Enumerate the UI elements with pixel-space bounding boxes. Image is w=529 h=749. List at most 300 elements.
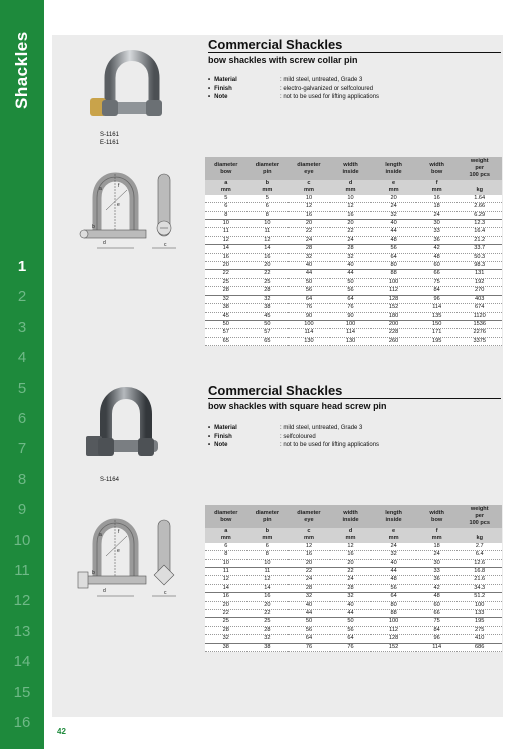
table-cell: 66 (416, 270, 458, 278)
column-letter: b (247, 528, 289, 535)
column-unit: mm (205, 187, 247, 194)
table-cell: 131 (457, 270, 502, 278)
table-cell: 6.4 (457, 551, 502, 559)
table-cell: 100 (371, 618, 416, 626)
column-unit: kg (457, 535, 502, 542)
table-cell: 130 (330, 337, 372, 345)
table-cell: 50 (330, 618, 372, 626)
table-row (205, 610, 502, 618)
sidebar-chapter-number[interactable]: 12 (13, 592, 31, 610)
shackle-photo-screw-collar (82, 38, 162, 126)
table-cell: 152 (371, 304, 416, 312)
shackle-diagram-2 (72, 508, 202, 608)
table-unit-row (205, 535, 502, 542)
table-cell: 75 (416, 278, 458, 286)
table-cell: 33 (416, 228, 458, 236)
section-subtitle-2: bow shackles with square head screw pin (208, 401, 387, 411)
table-cell: 20 (330, 559, 372, 567)
column-letter: b (247, 180, 289, 187)
product-code: S-1164 (100, 477, 119, 483)
table-cell: 14 (247, 245, 289, 253)
table-cell: 33 (416, 568, 458, 576)
table-cell: 88 (371, 610, 416, 618)
table-row (205, 635, 502, 643)
diagram-label: c (164, 242, 167, 248)
table-cell: 40 (330, 601, 372, 609)
table-letter-row (205, 528, 502, 535)
table-cell: 200 (371, 320, 416, 328)
product-codes-1 (100, 131, 119, 147)
column-letter: d (330, 180, 372, 187)
table-cell: 18 (416, 543, 458, 551)
column-unit: mm (330, 187, 372, 194)
table-cell: 14 (205, 245, 247, 253)
table-cell: 64 (371, 253, 416, 261)
column-unit: mm (416, 187, 458, 194)
table-cell: 150 (416, 320, 458, 328)
table-cell: 32 (205, 295, 247, 303)
table-cell: 38 (247, 304, 289, 312)
column-header: diameter pin (247, 505, 289, 528)
column-letter: e (371, 180, 416, 187)
table-row (205, 211, 502, 219)
diagram-label: f (118, 183, 120, 189)
column-letter (457, 180, 502, 187)
diagram-label: d (103, 240, 106, 246)
table-cell: 32 (205, 635, 247, 643)
table-row (205, 312, 502, 320)
table-row (205, 329, 502, 337)
table-cell: 50 (247, 320, 289, 328)
column-header: weight per 100 pcs (457, 157, 502, 180)
table-cell: 40 (288, 262, 330, 270)
column-letter: c (288, 180, 330, 187)
table-cell: 32 (247, 635, 289, 643)
table-cell: 28 (205, 287, 247, 295)
table-row (205, 270, 502, 278)
table-cell: 50 (288, 278, 330, 286)
table-cell: 44 (371, 228, 416, 236)
sidebar-chapter-number[interactable]: 16 (13, 714, 31, 731)
table-cell: 64 (371, 593, 416, 601)
table-cell: 12 (288, 543, 330, 551)
table-row (205, 320, 502, 328)
table-cell: 40 (371, 220, 416, 228)
sidebar-chapter-number[interactable]: 13 (13, 622, 31, 640)
shackle-diagram-1 (72, 160, 202, 260)
table-cell: 32 (330, 253, 372, 261)
table-cell: 2276 (457, 329, 502, 337)
table-cell: 100 (330, 320, 372, 328)
table-cell: 24 (288, 576, 330, 584)
table-cell: 76 (330, 304, 372, 312)
table-cell: 12 (330, 543, 372, 551)
table-cell: 2.66 (457, 203, 502, 211)
table-cell: 128 (371, 635, 416, 643)
diagram-label: b (92, 224, 95, 230)
table-cell: 20 (205, 262, 247, 270)
table-cell: 64 (330, 295, 372, 303)
spec-table-2 (205, 505, 502, 652)
table-cell: 56 (330, 626, 372, 634)
table-cell: 38 (205, 304, 247, 312)
sidebar-chapter-number[interactable]: 3 (17, 318, 27, 336)
table-cell: 28 (288, 584, 330, 592)
column-header: diameter eye (288, 505, 330, 528)
page-number: 42 (57, 727, 66, 736)
table-cell: 114 (288, 329, 330, 337)
table-cell: 42 (416, 245, 458, 253)
table-cell: 12.6 (457, 559, 502, 567)
column-header: width inside (330, 505, 372, 528)
table-cell: 90 (330, 312, 372, 320)
table-cell: 44 (288, 610, 330, 618)
table-cell: 30 (416, 559, 458, 567)
table-row (205, 304, 502, 312)
table-cell: 12 (205, 576, 247, 584)
table-cell: 112 (371, 287, 416, 295)
column-header: diameter eye (288, 157, 330, 180)
table-cell: 80 (371, 262, 416, 270)
table-row (205, 195, 502, 203)
table-row (205, 287, 502, 295)
table-cell: 192 (457, 278, 502, 286)
table-row (205, 278, 502, 286)
table-cell: 100 (288, 320, 330, 328)
table-cell: 11 (205, 568, 247, 576)
table-row (205, 551, 502, 559)
column-unit: kg (457, 187, 502, 194)
column-header: diameter bow (205, 505, 247, 528)
table-row (205, 618, 502, 626)
table-cell: 28 (247, 287, 289, 295)
table-cell: 48 (416, 253, 458, 261)
table-cell: 66 (416, 610, 458, 618)
table-row (205, 220, 502, 228)
table-cell: 22 (205, 270, 247, 278)
table-cell: 28 (247, 626, 289, 634)
column-header: width bow (416, 505, 458, 528)
table-cell: 2.7 (457, 543, 502, 551)
table-cell: 20 (371, 195, 416, 203)
table-cell: 36 (416, 236, 458, 244)
spec-list-1 (208, 76, 379, 102)
table-row (205, 203, 502, 211)
table-letter-row (205, 180, 502, 187)
column-letter: a (205, 528, 247, 535)
column-letter: e (371, 528, 416, 535)
table-row (205, 568, 502, 576)
table-cell: 25 (247, 278, 289, 286)
sidebar-chapter-number[interactable]: 4 (17, 349, 27, 367)
column-header: diameter bow (205, 157, 247, 180)
column-unit: mm (371, 535, 416, 542)
table-cell: 80 (371, 601, 416, 609)
table-row (205, 337, 502, 345)
table-row (205, 626, 502, 634)
table-cell: 6.29 (457, 211, 502, 219)
table-cell: 8 (205, 211, 247, 219)
table-cell: 12 (288, 203, 330, 211)
sidebar-chapter-number[interactable]: 10 (13, 531, 31, 549)
table-cell: 1536 (457, 320, 502, 328)
column-letter: a (205, 180, 247, 187)
table-row (205, 253, 502, 261)
table-cell: 22 (330, 228, 372, 236)
table-row (205, 584, 502, 592)
table-cell: 84 (416, 626, 458, 634)
table-cell: 22 (288, 568, 330, 576)
table-cell: 28 (330, 245, 372, 253)
table-cell: 100 (457, 601, 502, 609)
table-cell: 20 (205, 601, 247, 609)
sidebar-chapter-number[interactable]: 11 (14, 562, 30, 579)
table-cell: 10 (330, 195, 372, 203)
column-header: length inside (371, 157, 416, 180)
diagram-label: e (117, 548, 120, 554)
column-letter: f (416, 180, 458, 187)
table-cell: 10 (247, 220, 289, 228)
table-unit-row (205, 187, 502, 194)
column-header: width bow (416, 157, 458, 180)
table-row (205, 559, 502, 567)
sidebar-chapter-number[interactable]: 1 (17, 258, 27, 275)
table-cell: 114 (416, 304, 458, 312)
table-cell: 12 (205, 236, 247, 244)
table-cell: 75 (416, 618, 458, 626)
table-cell: 44 (288, 270, 330, 278)
column-letter: c (288, 528, 330, 535)
table-cell: 32 (288, 253, 330, 261)
table-cell: 40 (288, 601, 330, 609)
table-cell: 51.2 (457, 593, 502, 601)
diagram-label: b (92, 570, 95, 576)
table-cell: 16.8 (457, 568, 502, 576)
table-cell: 20 (247, 262, 289, 270)
table-cell: 171 (416, 329, 458, 337)
table-cell: 96 (416, 635, 458, 643)
section-subtitle-1: bow shackles with screw collar pin (208, 55, 358, 65)
table-row (205, 228, 502, 236)
table-cell: 25 (205, 618, 247, 626)
table-cell: 24 (371, 543, 416, 551)
table-cell: 260 (371, 337, 416, 345)
shackle-photo-square-head (82, 378, 162, 470)
table-cell: 28 (330, 584, 372, 592)
table-cell: 22 (247, 610, 289, 618)
table-cell: 3375 (457, 337, 502, 345)
table-cell: 36 (416, 576, 458, 584)
table-cell: 403 (457, 295, 502, 303)
table-row (205, 576, 502, 584)
table-cell: 96 (416, 295, 458, 303)
sidebar-chapter-number[interactable]: 9 (17, 501, 27, 519)
table-cell: 98.3 (457, 262, 502, 270)
table-cell: 38 (247, 643, 289, 651)
table-cell: 48 (371, 576, 416, 584)
table-cell: 16 (288, 551, 330, 559)
table-cell: 21.2 (457, 236, 502, 244)
product-code: E-1161 (100, 140, 119, 146)
section-title-1: Commercial Shackles (208, 37, 343, 52)
table-cell: 40 (371, 559, 416, 567)
diagram-label: d (103, 588, 106, 594)
sidebar (0, 0, 44, 749)
table-cell: 270 (457, 287, 502, 295)
table-cell: 64 (288, 635, 330, 643)
spec-row: • Note : not to be used for lifting applications (208, 93, 379, 102)
table-cell: 32 (247, 295, 289, 303)
table-cell: 12 (247, 576, 289, 584)
table-cell: 60 (416, 262, 458, 270)
table-cell: 130 (288, 337, 330, 345)
spec-row: • Finish : electro-galvanized or selfcoloured (208, 85, 379, 94)
table-cell: 12.3 (457, 220, 502, 228)
table-cell: 228 (371, 329, 416, 337)
table-cell: 22 (288, 228, 330, 236)
sidebar-chapter-number[interactable]: 15 (13, 683, 31, 701)
diagram-label: a (99, 186, 102, 192)
table-cell: 16.4 (457, 228, 502, 236)
table-cell: 22 (205, 610, 247, 618)
table-cell: 32 (371, 551, 416, 559)
table-cell: 56 (330, 287, 372, 295)
column-unit: mm (288, 187, 330, 194)
column-unit: mm (247, 535, 289, 542)
spec-row: • Finish : selfcoloured (208, 433, 379, 442)
table-cell: 10 (205, 559, 247, 567)
table-cell: 180 (371, 312, 416, 320)
column-unit: mm (416, 535, 458, 542)
table-cell: 24 (416, 211, 458, 219)
table-row (205, 543, 502, 551)
column-unit: mm (247, 187, 289, 194)
column-letter (457, 528, 502, 535)
sidebar-title: Shackles (12, 31, 31, 109)
table-row (205, 593, 502, 601)
table-cell: 33.7 (457, 245, 502, 253)
sidebar-chapter-number[interactable]: 6 (17, 410, 27, 427)
table-cell: 22 (247, 270, 289, 278)
table-cell: 90 (288, 312, 330, 320)
table-cell: 57 (247, 329, 289, 337)
table-cell: 50 (330, 278, 372, 286)
table-cell: 10 (288, 195, 330, 203)
table-cell: 1.64 (457, 195, 502, 203)
table-cell: 14 (247, 584, 289, 592)
table-cell: 18 (416, 203, 458, 211)
table-cell: 56 (288, 287, 330, 295)
table-cell: 1120 (457, 312, 502, 320)
table-header-row (205, 505, 502, 528)
table-cell: 11 (247, 568, 289, 576)
sidebar-chapter-number[interactable]: 8 (17, 470, 27, 488)
table-row (205, 236, 502, 244)
table-cell: 42 (416, 584, 458, 592)
table-cell: 133 (457, 610, 502, 618)
table-cell: 64 (330, 635, 372, 643)
table-cell: 38 (205, 643, 247, 651)
table-cell: 16 (330, 551, 372, 559)
sidebar-chapter-number[interactable]: 2 (17, 288, 27, 306)
table-cell: 16 (416, 195, 458, 203)
diagram-label: f (118, 529, 120, 535)
table-cell: 112 (371, 626, 416, 634)
spec-row: • Note : not to be used for lifting applications (208, 441, 379, 450)
table-row (205, 601, 502, 609)
table-cell: 44 (371, 568, 416, 576)
diagram-label: a (99, 532, 102, 538)
table-cell: 24 (288, 236, 330, 244)
table-cell: 32 (371, 211, 416, 219)
table-cell: 64 (288, 295, 330, 303)
table-cell: 16 (205, 593, 247, 601)
table-cell: 686 (457, 643, 502, 651)
sidebar-chapter-number[interactable]: 7 (17, 440, 27, 458)
table-cell: 76 (330, 643, 372, 651)
table-cell: 16 (247, 593, 289, 601)
table-cell: 16 (288, 211, 330, 219)
table-cell: 44 (330, 270, 372, 278)
table-header-row (205, 157, 502, 180)
column-unit: mm (205, 535, 247, 542)
table-cell: 8 (247, 551, 289, 559)
table-cell: 56 (371, 584, 416, 592)
table-cell: 45 (205, 312, 247, 320)
table-cell: 65 (247, 337, 289, 345)
column-letter: d (330, 528, 372, 535)
table-cell: 11 (247, 228, 289, 236)
table-cell: 32 (288, 593, 330, 601)
table-cell: 674 (457, 304, 502, 312)
table-cell: 57 (205, 329, 247, 337)
table-cell: 45 (247, 312, 289, 320)
column-unit: mm (288, 535, 330, 542)
table-cell: 14 (205, 584, 247, 592)
table-cell: 34.3 (457, 584, 502, 592)
table-row (205, 245, 502, 253)
table-cell: 50 (205, 320, 247, 328)
table-cell: 410 (457, 635, 502, 643)
product-codes-2 (100, 476, 119, 484)
sidebar-chapter-number[interactable]: 14 (13, 653, 31, 671)
table-cell: 48 (371, 236, 416, 244)
table-cell: 22 (330, 568, 372, 576)
sidebar-chapter-number[interactable]: 5 (17, 379, 27, 397)
table-cell: 12 (247, 236, 289, 244)
table-cell: 40 (330, 262, 372, 270)
product-code: S-1161 (100, 132, 119, 138)
table-cell: 32 (330, 593, 372, 601)
table-cell: 195 (457, 618, 502, 626)
title-divider (208, 52, 501, 53)
table-cell: 114 (330, 329, 372, 337)
table-cell: 16 (205, 253, 247, 261)
table-cell: 24 (416, 551, 458, 559)
table-cell: 44 (330, 610, 372, 618)
table-cell: 24 (371, 203, 416, 211)
table-cell: 128 (371, 295, 416, 303)
table-cell: 100 (371, 278, 416, 286)
table-cell: 10 (247, 559, 289, 567)
column-header: length inside (371, 505, 416, 528)
table-cell: 5 (205, 195, 247, 203)
table-cell: 28 (288, 245, 330, 253)
table-cell: 25 (205, 278, 247, 286)
table-cell: 48 (416, 593, 458, 601)
table-cell: 20 (247, 601, 289, 609)
spec-row: • Material : mild steel, untreated, Grade 3 (208, 424, 379, 433)
